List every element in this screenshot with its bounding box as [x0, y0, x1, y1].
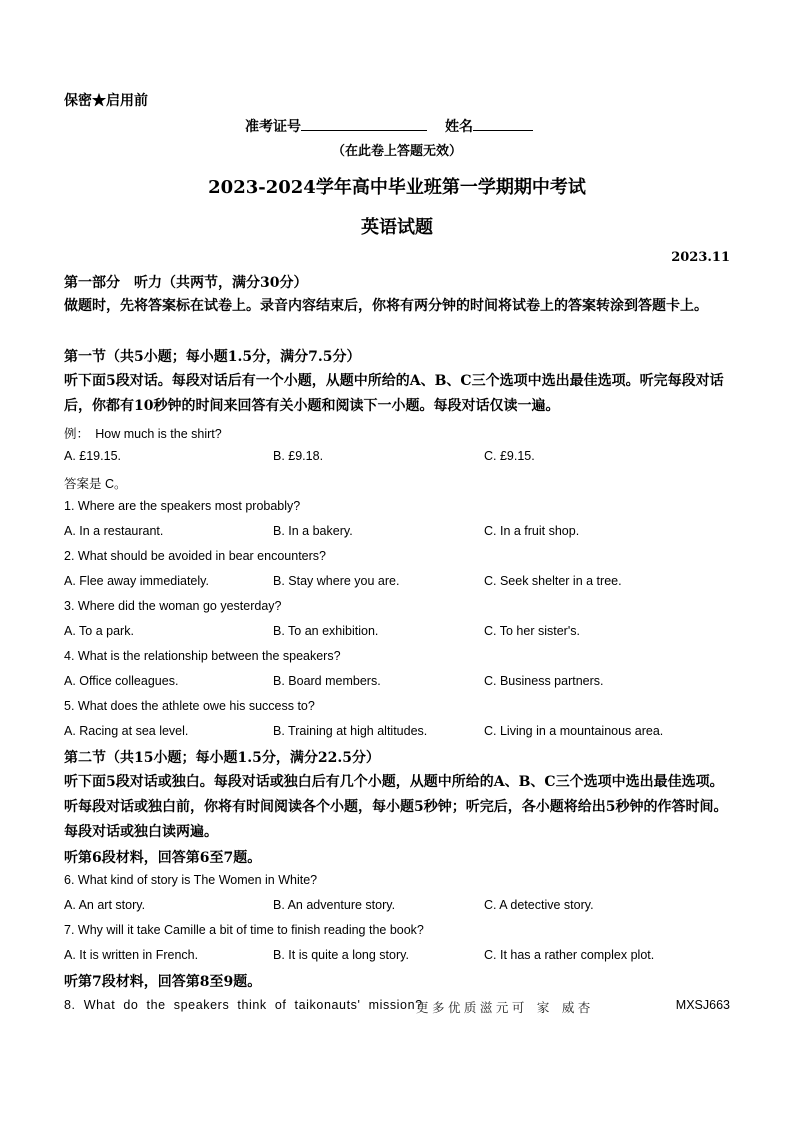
question-4: 4. What is the relationship between the speakers? — [64, 649, 341, 663]
q1-option-a: A. In a restaurant. — [64, 524, 164, 538]
question-7: 7. Why will it take Camille a bit of time to finish reading the book? — [64, 923, 424, 937]
q4-option-c: C. Business partners. — [484, 674, 604, 688]
document-code: MXSJ663 — [675, 998, 730, 1012]
exam-number-label: 准考证号 — [245, 119, 301, 135]
example-option-b: B. £9.18. — [273, 449, 324, 463]
q2-option-c: C. Seek shelter in a tree. — [484, 574, 622, 588]
material-7-heading: 听第7段材料，回答第8至9题。 — [64, 974, 262, 990]
question-1: 1. Where are the speakers most probably? — [64, 499, 301, 513]
section2-instruction: 听下面5段对话或独白。每段对话或独白后有几个小题，从题中所给的A、B、C三个选项中选出最佳选项。听每段对话或独白前，你将有时间阅读各个小题，每小题5秒钟；听完后，各小题将给出5秒钟的作答时间。每段对话或独白读两遍。 — [64, 774, 728, 840]
material-6-heading: 听第6段材料，回答第6至7题。 — [64, 850, 262, 866]
part1-heading: 第一部分 听力（共两节，满分30分） — [64, 275, 308, 291]
invalid-note: （在此卷上答题无效） — [331, 144, 462, 159]
exam-id-line — [245, 116, 533, 136]
part1-instruction: 做题时，先将答案标在试卷上。录音内容结束后，你将有两分钟的时间将试卷上的答案转涂到答题卡上。 — [64, 298, 708, 314]
section1-instruction: 听下面5段对话。每段对话后有一个小题，从题中所给的A、B、C三个选项中选出最佳选项。听完每段对话后，你都有10秒钟的时间来回答有关小题和阅读下一小题。每段对话仅读一遍。 — [64, 373, 724, 414]
q5-option-c: C. Living in a mountainous area. — [484, 724, 664, 738]
exam-number-blank — [301, 116, 427, 131]
q6-option-b: B. An adventure story. — [273, 898, 396, 912]
example-option-a: A. £19.15. — [64, 449, 121, 463]
watermark-text: 更 多 优 质 滋 元 可 家 威 杏 — [416, 1001, 591, 1015]
question-5: 5. What does the athlete owe his success to? — [64, 699, 315, 713]
name-label: 姓名 — [445, 119, 473, 135]
section2-heading: 第二节（共15小题；每小题1.5分，满分22.5分） — [64, 750, 380, 766]
example-option-c: C. £9.15. — [484, 449, 535, 463]
exam-subtitle: 英语试题 — [361, 217, 433, 238]
name-blank — [473, 116, 533, 131]
q3-option-c: C. To her sister's. — [484, 624, 580, 638]
q3-option-b: B. To an exhibition. — [273, 624, 379, 638]
section1-heading: 第一节（共5小题；每小题1.5分，满分7.5分） — [64, 349, 361, 365]
q3-option-a: A. To a park. — [64, 624, 134, 638]
exam-date: 2023.11 — [671, 250, 730, 265]
confidential-mark: 保密★启用前 — [64, 93, 148, 109]
q1-option-b: B. In a bakery. — [273, 524, 353, 538]
q6-option-c: C. A detective story. — [484, 898, 594, 912]
question-8: 8. What do the speakers think of taikonauts' mission? — [64, 998, 423, 1012]
question-3: 3. Where did the woman go yesterday? — [64, 599, 282, 613]
q4-option-b: B. Board members. — [273, 674, 381, 688]
q1-option-c: C. In a fruit shop. — [484, 524, 580, 538]
q5-option-a: A. Racing at sea level. — [64, 724, 189, 738]
q2-option-a: A. Flee away immediately. — [64, 574, 209, 588]
q7-option-b: B. It is quite a long story. — [273, 948, 409, 962]
q6-option-a: A. An art story. — [64, 898, 146, 912]
q2-option-b: B. Stay where you are. — [273, 574, 400, 588]
q5-option-b: B. Training at high altitudes. — [273, 724, 428, 738]
q7-option-c: C. It has a rather complex plot. — [484, 948, 655, 962]
q7-option-a: A. It is written in French. — [64, 948, 199, 962]
question-6: 6. What kind of story is The Women in White? — [64, 873, 318, 887]
q4-option-a: A. Office colleagues. — [64, 674, 179, 688]
example-question: 例： How much is the shirt? — [64, 427, 222, 441]
example-answer: 答案是 C。 — [64, 477, 127, 491]
question-2: 2. What should be avoided in bear encounters? — [64, 549, 326, 563]
exam-title: 2023-2024学年高中毕业班第一学期期中考试 — [208, 177, 586, 198]
